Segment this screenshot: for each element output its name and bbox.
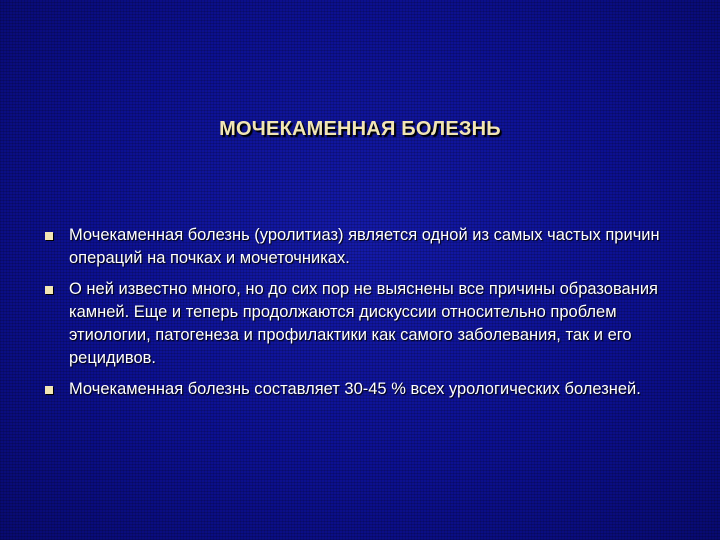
slide-title: МОЧЕКАМЕННАЯ БОЛЕЗНЬ [219,118,501,140]
bullet-item [44,278,664,370]
square-bullet-icon [45,286,53,294]
bullet-item [44,378,664,401]
bullet-item [44,224,664,270]
bullet-text: Мочекаменная болезнь составляет 30-45 % всех урологических болезней. [69,380,641,398]
bullet-text: Мочекаменная болезнь (уролитиаз) является одной из самых частых причин операций на почках и мочеточниках. [69,226,660,267]
square-bullet-icon [45,386,53,394]
bullet-list [44,224,664,409]
bullet-text: О ней известно много, но до сих пор не выяснены все причины образования камней. Еще и теперь продолжаются дискуссии относительно проблем этиологии, патогенеза и профилактики как самого заболевания, так и его рецидивов. [69,280,658,367]
square-bullet-icon [45,232,53,240]
